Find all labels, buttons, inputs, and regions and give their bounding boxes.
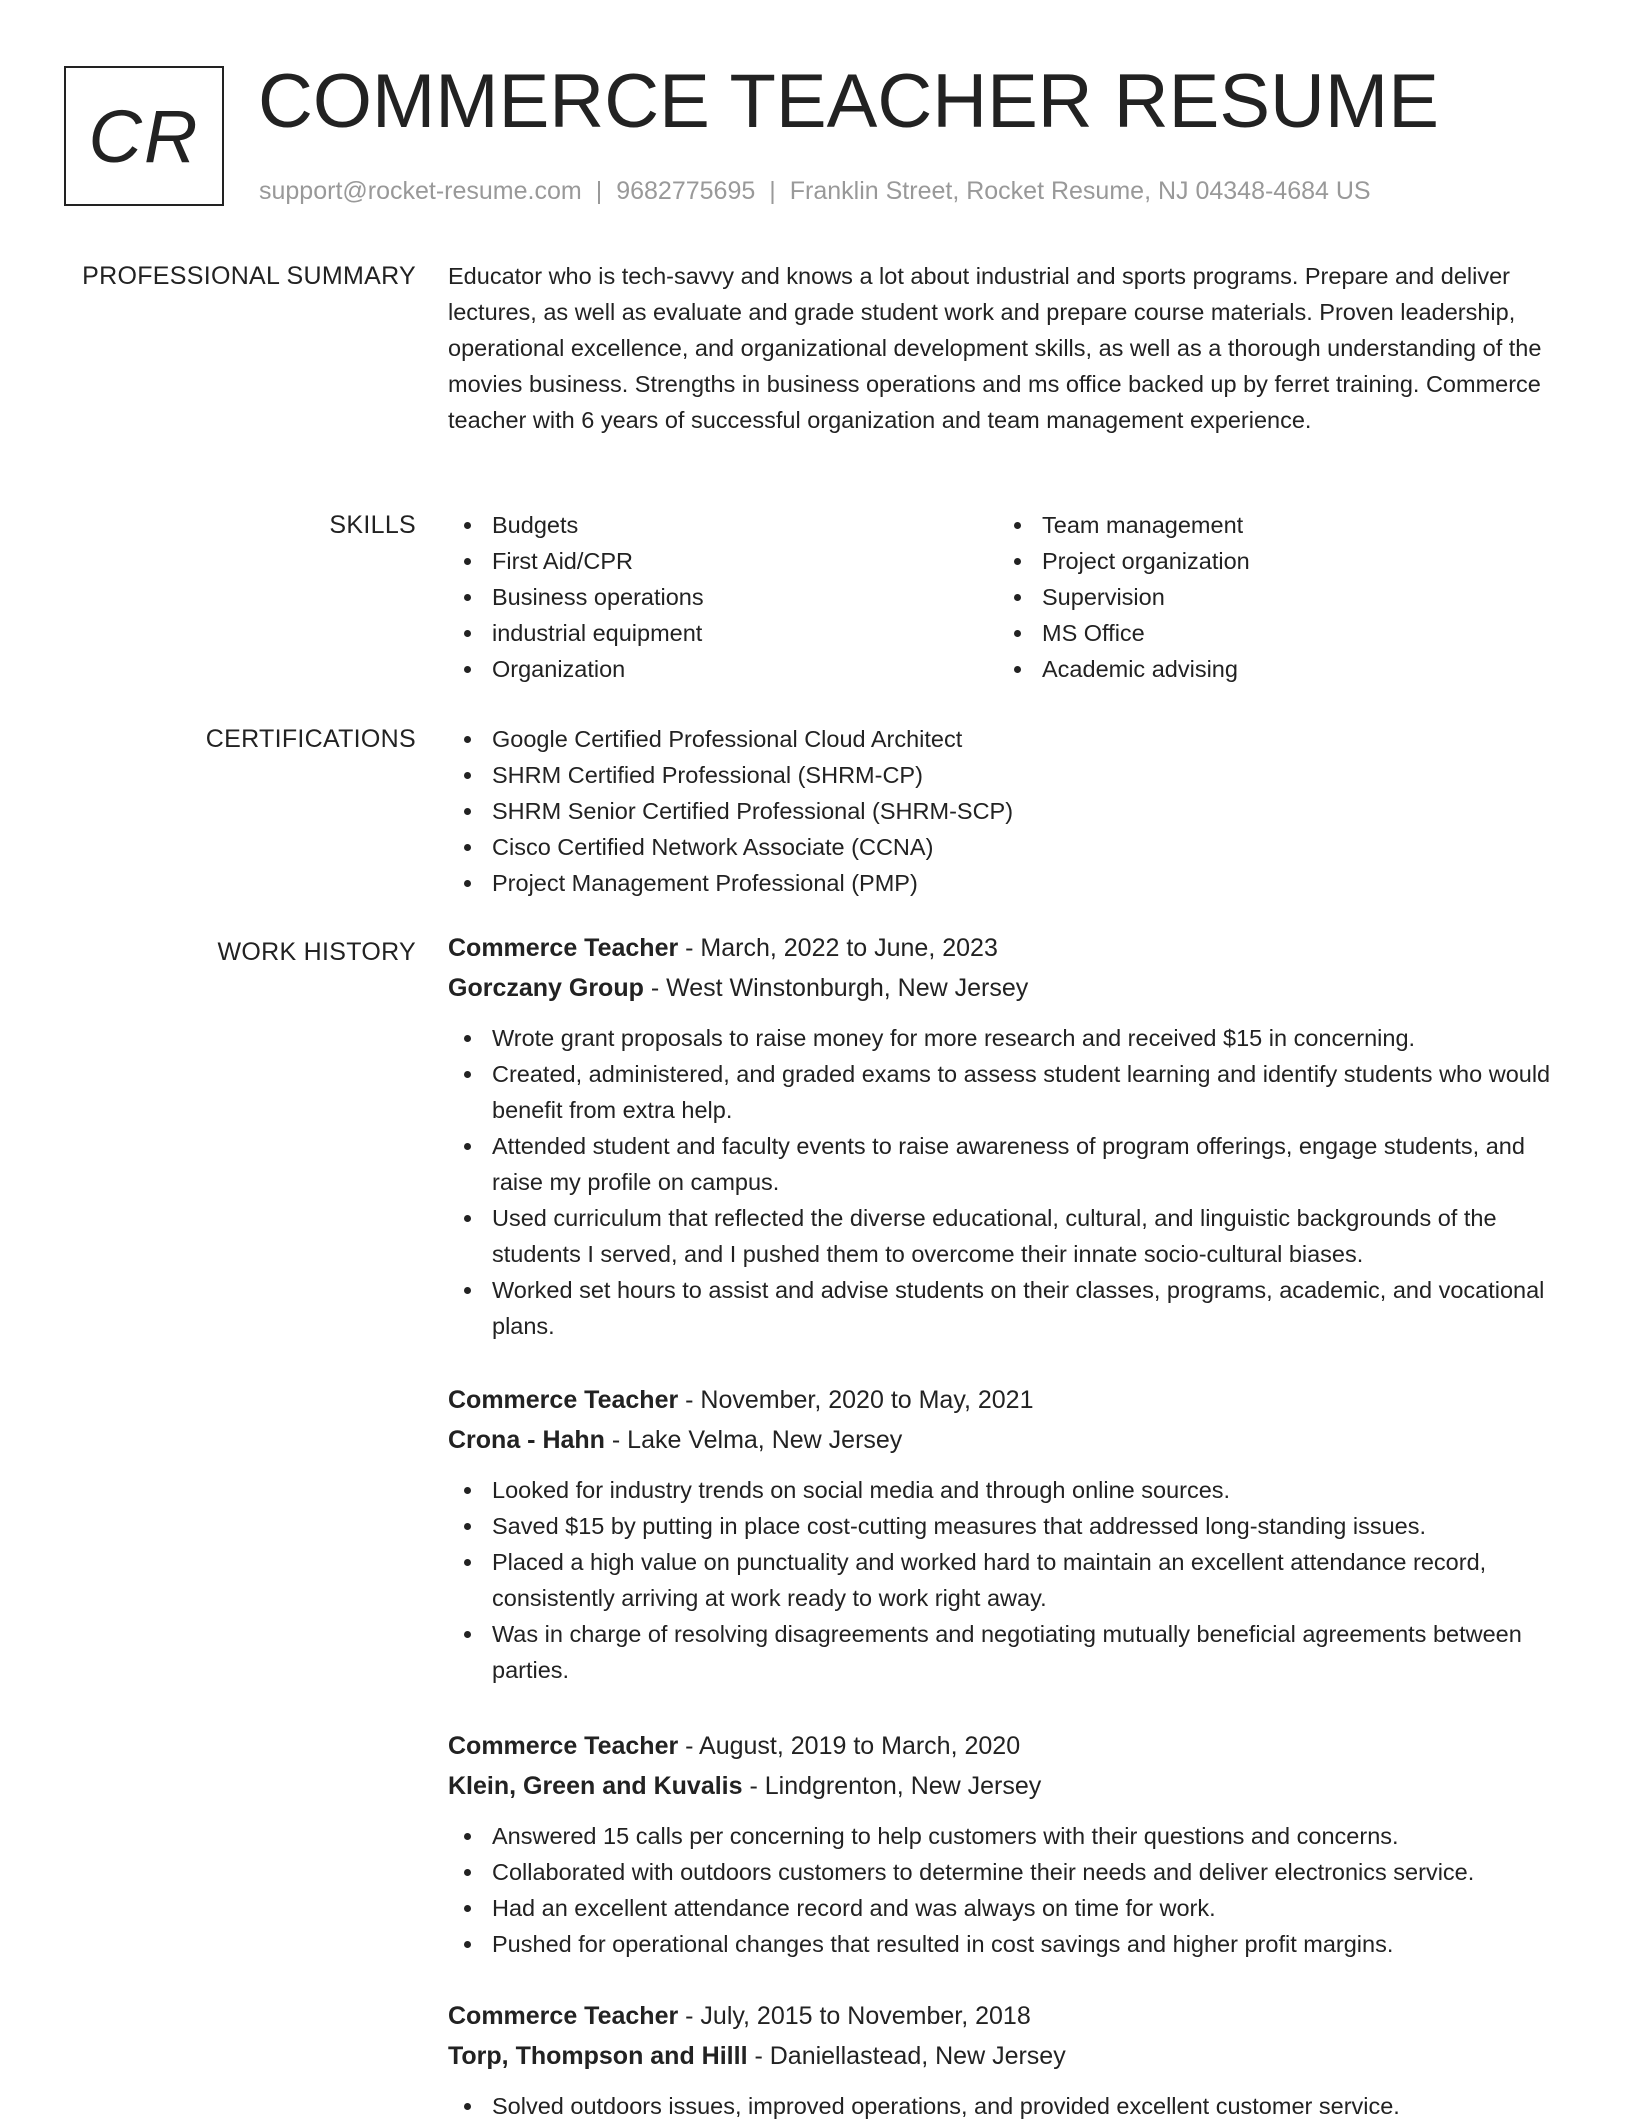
contact-address: Franklin Street, Rocket Resume, NJ 04348-4684 US	[789, 177, 1371, 205]
list-item: SHRM Certified Professional (SHRM-CP)	[448, 757, 1564, 793]
job-dates: November, 2020 to May, 2021	[700, 1386, 1034, 1414]
list-item: Solved outdoors issues, improved operations, and provided excellent customer service.	[448, 2088, 1564, 2124]
certifications-list	[448, 721, 1564, 901]
list-item: Pushed for operational changes that resulted in cost savings and higher profit margins.	[448, 1926, 1564, 1962]
list-item: Business operations	[448, 579, 998, 615]
job-entry	[448, 1996, 1564, 2124]
list-item: Saved $15 by putting in place cost-cutting measures that addressed long-standing issues.	[448, 1508, 1564, 1544]
list-item: Budgets	[448, 507, 998, 543]
summary-body	[448, 258, 1564, 438]
job-company-line	[448, 1766, 1564, 1806]
contact-email: support@rocket-resume.com	[259, 177, 582, 205]
job-dash: -	[678, 1732, 700, 1760]
job-title: Commerce Teacher	[448, 1732, 679, 1760]
job-location: Daniellastead, New Jersey	[769, 2042, 1066, 2070]
job-title-line	[448, 1726, 1564, 1766]
skills-body	[448, 507, 1564, 687]
summary-heading: PROFESSIONAL SUMMARY	[82, 262, 416, 290]
skills-list-right	[998, 507, 1548, 687]
contact-separator: |	[595, 177, 603, 205]
job-dash: -	[643, 974, 667, 1002]
list-item: Answered 15 calls per concerning to help customers with their questions and concerns.	[448, 1818, 1564, 1854]
job-company: Torp, Thompson and Hilll	[448, 2042, 748, 2070]
job-dash: -	[678, 1386, 701, 1414]
list-item: Wrote grant proposals to raise money for more research and received $15 in concerning.	[448, 1020, 1564, 1056]
work-history-heading: WORK HISTORY	[217, 938, 416, 966]
job-company: Crona - Hahn	[448, 1426, 605, 1454]
job-location: Lake Velma, New Jersey	[627, 1426, 903, 1454]
list-item: Was in charge of resolving disagreements and negotiating mutually beneficial agreements between parties.	[448, 1616, 1564, 1688]
list-item: Looked for industry trends on social media and through online sources.	[448, 1472, 1564, 1508]
list-item: Organization	[448, 651, 998, 687]
skills-list-left	[448, 507, 998, 687]
job-bullets	[448, 2088, 1564, 2124]
job-dates: March, 2022 to June, 2023	[700, 934, 998, 962]
contact-phone: 9682775695	[616, 177, 756, 205]
job-title-line	[448, 928, 1564, 968]
list-item: SHRM Senior Certified Professional (SHRM-SCP)	[448, 793, 1564, 829]
certifications-heading: CERTIFICATIONS	[205, 725, 416, 753]
job-dash: -	[604, 1426, 628, 1454]
summary-text: Educator who is tech-savvy and knows a lot about industrial and sports programs. Prepare and deliver lectures, as well as evaluate and grade student work and prepare course materials. Proven leadership, operational excellence, and organizational development skills, as well as a thorough understanding of the movies business. Strengths in business operations and ms office backed up by ferret training. Commerce teacher with 6 years of successful organization and team management experience.	[448, 263, 1542, 433]
job-title: Commerce Teacher	[448, 934, 679, 962]
skills-grid	[448, 507, 1564, 687]
job-title-line	[448, 1996, 1564, 2036]
job-dash: -	[678, 934, 701, 962]
job-dates: July, 2015 to November, 2018	[700, 2002, 1031, 2030]
contact-line	[259, 174, 1371, 208]
list-item: Supervision	[998, 579, 1548, 615]
list-item: Placed a high value on punctuality and worked hard to maintain an excellent attendance record, consistently arriving at work ready to work right away.	[448, 1544, 1564, 1616]
monogram-logo	[64, 66, 224, 206]
job-title: Commerce Teacher	[448, 1386, 679, 1414]
job-title: Commerce Teacher	[448, 2002, 679, 2030]
list-item: Attended student and faculty events to raise awareness of program offerings, engage students, and raise my profile on campus.	[448, 1128, 1564, 1200]
job-entry	[448, 928, 1564, 1344]
job-company-line	[448, 1420, 1564, 1460]
job-company: Gorczany Group	[448, 974, 644, 1002]
resume-title: COMMERCE TEACHER RESUME	[258, 59, 1439, 144]
job-bullets	[448, 1020, 1564, 1344]
certifications-body	[448, 721, 1564, 901]
list-item: Used curriculum that reflected the diverse educational, cultural, and linguistic backgrounds of the students I served, and I pushed them to overcome their innate socio-cultural biases.	[448, 1200, 1564, 1272]
job-location: Lindgrenton, New Jersey	[764, 1772, 1042, 1800]
contact-separator: |	[769, 177, 776, 205]
job-company: Klein, Green and Kuvalis	[448, 1772, 743, 1800]
list-item: Project Management Professional (PMP)	[448, 865, 1564, 901]
list-item: Project organization	[998, 543, 1548, 579]
job-entry	[448, 1726, 1564, 1962]
job-bullets	[448, 1818, 1564, 1962]
job-dates: August, 2019 to March, 2020	[699, 1732, 1021, 1760]
list-item: Cisco Certified Network Associate (CCNA)	[448, 829, 1564, 865]
skills-heading: SKILLS	[329, 511, 416, 539]
job-company-line	[448, 968, 1564, 1008]
job-dash: -	[678, 2002, 701, 2030]
list-item: Collaborated with outdoors customers to determine their needs and deliver electronics service.	[448, 1854, 1564, 1890]
job-company-line	[448, 2036, 1564, 2076]
job-entry	[448, 1380, 1564, 1688]
job-bullets	[448, 1472, 1564, 1688]
list-item: MS Office	[998, 615, 1548, 651]
job-dash: -	[742, 1772, 765, 1800]
list-item: Created, administered, and graded exams to assess student learning and identify students who would benefit from extra help.	[448, 1056, 1564, 1128]
job-title-line	[448, 1380, 1564, 1420]
list-item: Google Certified Professional Cloud Architect	[448, 721, 1564, 757]
monogram-initials: CR	[88, 94, 200, 178]
list-item: Had an excellent attendance record and was always on time for work.	[448, 1890, 1564, 1926]
list-item: Academic advising	[998, 651, 1548, 687]
list-item: Team management	[998, 507, 1548, 543]
job-dash: -	[747, 2042, 770, 2070]
list-item: First Aid/CPR	[448, 543, 998, 579]
list-item: industrial equipment	[448, 615, 998, 651]
list-item: Worked set hours to assist and advise students on their classes, programs, academic, and vocational plans.	[448, 1272, 1564, 1344]
job-location: West Winstonburgh, New Jersey	[666, 974, 1029, 1002]
